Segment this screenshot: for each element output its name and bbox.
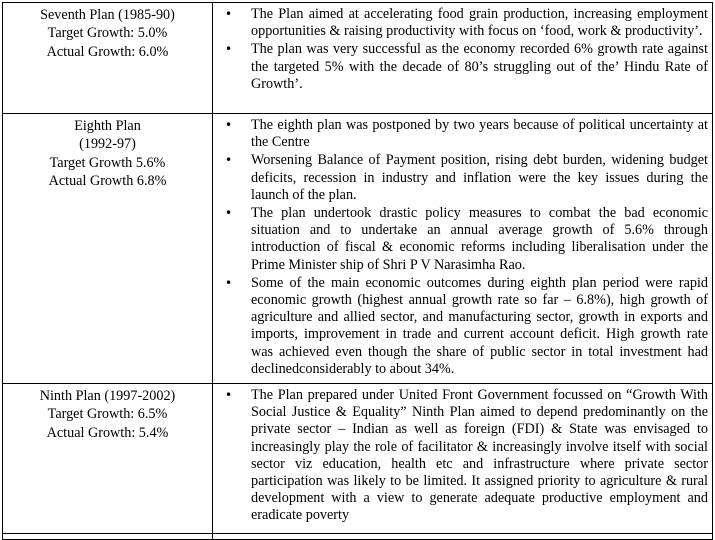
plan-summary-cell <box>3 114 213 384</box>
actual-growth: Actual Growth: 6.0% <box>46 43 169 60</box>
list-item: • Some of the main economic outcomes during eighth plan period were rapid economic growth (highest annual growth rate so far – 6.8%), high growth of agriculture and allied sector, and manufacturing sector, growth in exports and imports, improvement in trade and current account deficit. High growth rate was achieved even though the share of public sector in total investment had declinedconsiderably to about 34%. <box>213 275 708 378</box>
plan-years: (1992-97) <box>79 136 136 153</box>
plan-points-list <box>213 6 708 93</box>
plan-summary-cell <box>3 384 213 534</box>
plan-title: Eighth Plan <box>74 118 141 134</box>
actual-growth: Actual Growth: 5.4% <box>46 424 169 441</box>
table-row-eighth-plan <box>3 114 713 384</box>
target-growth: Target Growth 5.6% <box>49 154 166 171</box>
plan-title: Ninth Plan (1997-2002) <box>39 388 176 404</box>
actual-growth: Actual Growth 6.8% <box>48 173 167 190</box>
plan-details-cell <box>213 114 713 384</box>
table-row-seventh-plan <box>3 3 713 114</box>
plan-details-cell <box>213 384 713 534</box>
plan-title: Seventh Plan (1985-90) <box>40 7 175 23</box>
list-item: • The Plan prepared under United Front Government focussed on “Growth With Social Justice & Equality” Ninth Plan aimed to depend predominantly on the private sector – Indian as well as foreign (FDI) & State was envisaged to increasingly play the role of facilitator & increasingly involve itself with social sector viz education, health etc and infrastructure where private sector participation was likely to be limited. It assigned priority to agriculture & rural development with a view to generate adequate productive employment and eradicate poverty <box>213 387 708 525</box>
five-year-plans-table <box>2 2 713 540</box>
list-item: • The plan undertook drastic policy measures to combat the bad economic situation and to undertake an annual average growth of 5.6% through introduction of fiscal & economic reforms including liberalisation under the Prime Minister ship of Shri P V Narasimha Rao. <box>213 205 708 274</box>
list-item: • The plan was very successful as the economy recorded 6% growth rate against the targeted 5% with the decade of 80’s struggling out of the’ Hindu Rate of Growth’. <box>213 41 708 93</box>
plan-details-cell <box>213 3 713 114</box>
list-item: • The Plan aimed at accelerating food grain production, increasing employment opportunities & raising productivity with focus on ‘food, work & productivity’. <box>213 6 708 40</box>
plan-points-list <box>213 387 708 525</box>
list-item: • The eighth plan was postponed by two years because of political uncertainty at the Centre <box>213 117 708 151</box>
target-growth: Target Growth: 5.0% <box>47 25 168 42</box>
list-item: • Worsening Balance of Payment position, rising debt burden, widening budget deficits, recession in industry and inflation were the key issues during the launch of the plan. <box>213 152 708 204</box>
plan-points-list <box>213 117 708 378</box>
table-row-ninth-plan <box>3 384 713 534</box>
plan-summary-cell <box>3 3 213 114</box>
target-growth: Target Growth: 6.5% <box>47 406 168 423</box>
